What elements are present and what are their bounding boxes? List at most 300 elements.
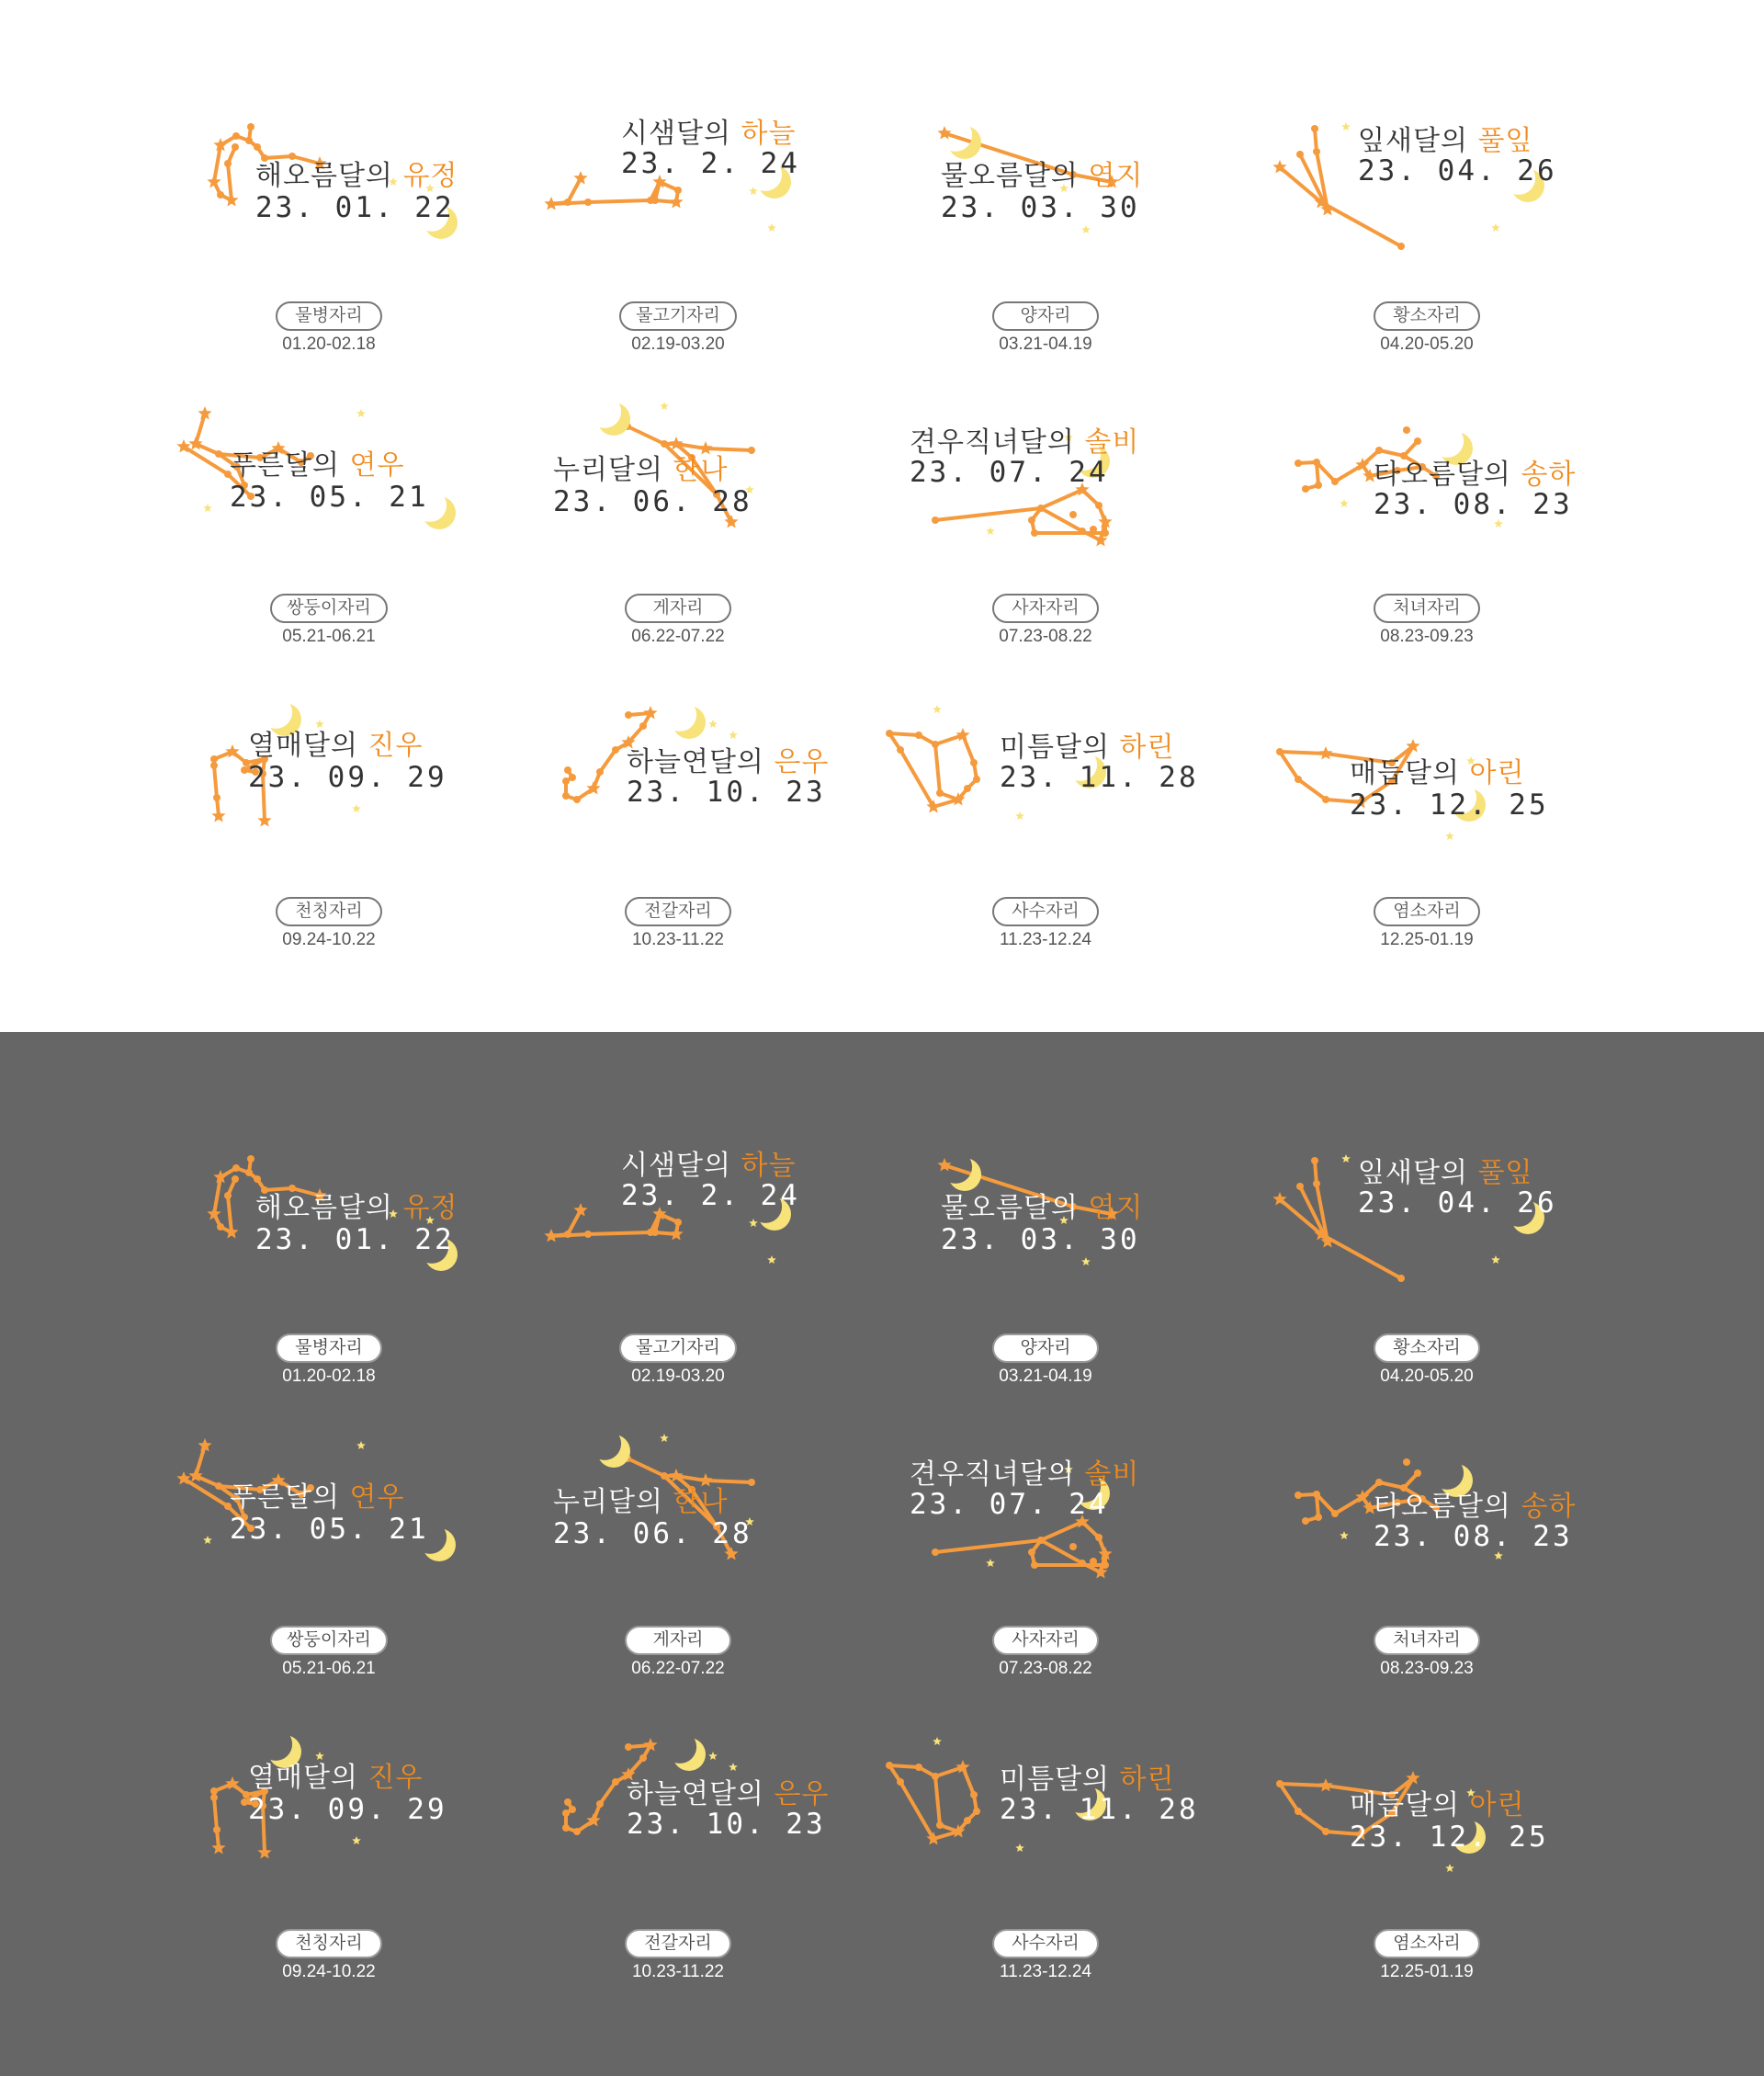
constellation-node: [1295, 776, 1302, 783]
constellation-node: [915, 732, 922, 739]
phrase-highlight: 유정: [402, 1192, 458, 1224]
constellation-line: [935, 1767, 963, 1776]
constellation-node: [915, 1764, 922, 1771]
zodiac-sign-label: 양자리: [992, 301, 1099, 331]
constellation-node: [1313, 1491, 1320, 1498]
small-star-icon: [749, 187, 758, 195]
constellation-line: [184, 447, 228, 474]
zodiac-sign-badge: [1261, 1626, 1592, 1655]
constellation-node: [254, 143, 261, 151]
constellation-node: [562, 777, 570, 785]
constellation-node: [964, 1817, 971, 1824]
zodiac-sign-badge: [1261, 897, 1592, 926]
constellation-node: [1079, 1560, 1086, 1567]
small-star-icon: [1445, 1864, 1454, 1872]
small-star-icon: [203, 1536, 212, 1544]
small-star-icon: [1340, 499, 1349, 507]
phrase-highlight: 은우: [774, 746, 830, 778]
phrase-prefix: 견우직녀달의: [910, 426, 1085, 459]
sticker-card-gemini: [164, 393, 494, 687]
small-star-icon: [352, 1836, 361, 1844]
sticker-card-aquarius: [164, 1133, 494, 1427]
phrase-prefix: 타오름달의: [1374, 459, 1521, 491]
constellation-star: [643, 706, 657, 720]
constellation-node: [1037, 505, 1045, 512]
phrase-highlight: 송하: [1521, 1491, 1577, 1523]
zodiac-date-range: 10.23-11.22: [631, 1962, 724, 1981]
phrase-highlight: 솔비: [1084, 1458, 1140, 1491]
zodiac-sign-badge: [164, 1626, 494, 1655]
phrase-prefix: 하늘연달의: [627, 746, 775, 778]
sticker-date: 23. 09. 29: [248, 1793, 447, 1826]
constellation-node: [584, 199, 592, 206]
constellation-node: [1313, 459, 1320, 466]
constellation-node: [564, 1798, 571, 1806]
constellation-node: [1028, 516, 1035, 524]
constellation-node: [217, 1223, 224, 1231]
zodiac-sign-badge: [164, 1333, 494, 1363]
constellation-node: [1090, 1558, 1097, 1565]
constellation-line: [1298, 779, 1326, 800]
phrase-highlight: 연우: [349, 449, 405, 482]
constellation-node: [584, 1231, 592, 1238]
constellation-node: [1079, 528, 1086, 535]
constellation-node: [674, 1219, 682, 1226]
phrase-highlight: 하린: [1119, 732, 1175, 764]
constellation-node: [1311, 125, 1318, 132]
small-star-icon: [203, 504, 212, 512]
constellation-star: [257, 1845, 271, 1859]
zodiac-sign-badge: [880, 1929, 1211, 1958]
sticker-phrase: [230, 442, 404, 482]
zodiac-date-range: 08.23-09.23: [1380, 627, 1474, 646]
phrase-highlight: 은우: [774, 1778, 830, 1810]
zodiac-date-range: 11.23-12.24: [999, 1962, 1091, 1981]
constellation-node: [1315, 482, 1322, 489]
sticker-card-aquarius: [164, 101, 494, 395]
zodiac-sign-badge: [880, 301, 1211, 331]
constellation-node: [1397, 1275, 1405, 1282]
constellation-node: [1069, 511, 1077, 518]
zodiac-sign-badge: [513, 897, 843, 926]
zodiac-sign-label: 사자자리: [992, 594, 1099, 623]
sticker-date: 23. 2. 24: [621, 1179, 800, 1212]
constellation-line: [588, 1232, 650, 1234]
constellation-line: [600, 1782, 616, 1804]
zodiac-sign-badge: [1261, 1929, 1592, 1958]
small-star-icon: [729, 731, 738, 739]
zodiac-sign-label: 처녀자리: [1374, 1626, 1480, 1655]
constellation-star: [669, 195, 683, 209]
small-star-icon: [660, 402, 669, 410]
constellation-node: [569, 774, 576, 781]
constellation-star: [1318, 1778, 1332, 1792]
small-star-icon: [986, 527, 995, 535]
sticker-date: 23. 01. 22: [255, 1223, 455, 1256]
zodiac-sign-label: 염소자리: [1374, 1929, 1480, 1958]
constellation-node: [213, 1826, 220, 1833]
constellation-node: [1331, 1510, 1339, 1517]
constellation-node: [748, 1479, 755, 1486]
zodiac-sign-label: 사자자리: [992, 1626, 1099, 1655]
constellation-line: [184, 1479, 228, 1506]
zodiac-sign-badge: [513, 1626, 843, 1655]
sticker-card-sagittarius: [880, 1729, 1211, 2023]
sticker-card-taurus: [1261, 101, 1592, 395]
constellation-node: [625, 1743, 632, 1751]
phrase-highlight: 아린: [1469, 1789, 1525, 1821]
small-star-icon: [1341, 1154, 1351, 1163]
phrase-prefix: 누리달의: [553, 1486, 673, 1518]
sticker-date: 23. 07. 24: [910, 1488, 1109, 1521]
constellation-node: [241, 1798, 248, 1806]
constellation-node: [1276, 1780, 1283, 1787]
zodiac-sign-label: 쌍둥이자리: [270, 1626, 388, 1655]
phrase-highlight: 한나: [673, 454, 729, 486]
constellation-line: [588, 200, 650, 202]
constellation-node: [564, 1231, 571, 1238]
phrase-prefix: 타오름달의: [1374, 1491, 1521, 1523]
sticker-card-leo: [880, 393, 1211, 687]
constellation-line: [214, 766, 217, 798]
zodiac-sign-label: 사수자리: [992, 897, 1099, 926]
constellation-node: [1031, 1561, 1038, 1569]
phrase-highlight: 한나: [673, 1486, 729, 1518]
constellation-node: [213, 794, 220, 801]
constellation-node: [932, 1548, 939, 1556]
sticker-card-scorpio: [513, 697, 843, 991]
small-star-icon: [729, 1763, 738, 1771]
constellation-node: [1397, 243, 1405, 250]
sticker-card-virgo: [1261, 1425, 1592, 1719]
constellation-star: [224, 1225, 238, 1239]
phrase-highlight: 하늘: [741, 118, 797, 150]
sticker-date: 23. 01. 22: [255, 191, 455, 224]
constellation-line: [1041, 490, 1082, 508]
constellation-node: [886, 1762, 893, 1769]
zodiac-date-range: 05.21-06.21: [282, 1659, 376, 1678]
sticker-date: 23. 04. 26: [1358, 154, 1557, 187]
constellation-node: [1028, 1548, 1035, 1556]
constellation-node: [897, 1778, 904, 1786]
zodiac-sign-badge: [1261, 1333, 1592, 1363]
constellation-star: [1318, 746, 1332, 760]
zodiac-sign-badge: [513, 1929, 843, 1958]
sticker-date: 23. 06. 28: [553, 1517, 752, 1550]
constellation-node: [1102, 529, 1109, 537]
constellation-line: [889, 1765, 919, 1767]
constellation-lines: [932, 482, 1113, 547]
constellation-node: [1302, 1517, 1309, 1525]
sticker-date: 23. 11. 28: [1000, 761, 1199, 794]
phrase-prefix: 하늘연달의: [627, 1778, 775, 1810]
zodiac-sign-label: 게자리: [625, 594, 731, 623]
zodiac-sign-label: 물고기자리: [619, 1333, 737, 1363]
constellation-line: [1280, 1784, 1298, 1811]
crescent-moon-icon: [673, 1738, 706, 1771]
constellation-node: [215, 450, 222, 458]
sticker-card-taurus: [1261, 1133, 1592, 1427]
constellation-node: [1403, 1458, 1410, 1466]
sticker-card-aries: [880, 1133, 1211, 1427]
constellation-node: [1031, 529, 1038, 537]
constellation-node: [210, 762, 218, 769]
small-star-icon: [933, 1737, 942, 1745]
constellation-node: [564, 199, 571, 206]
constellation-node: [1037, 1537, 1045, 1544]
zodiac-sign-label: 쌍둥이자리: [270, 594, 388, 623]
sticker-phrase: [553, 1479, 728, 1519]
constellation-line: [628, 426, 664, 444]
sticker-date: 23. 07. 24: [910, 456, 1109, 489]
constellation-star: [224, 193, 238, 207]
constellation-line: [935, 1776, 940, 1825]
constellation-node: [1296, 151, 1304, 158]
phrase-prefix: 누리달의: [553, 454, 673, 486]
small-star-icon: [1491, 1255, 1500, 1264]
zodiac-date-range: 05.21-06.21: [282, 627, 376, 646]
zodiac-sign-label: 사수자리: [992, 1929, 1099, 1958]
zodiac-sign-badge: [513, 1333, 843, 1363]
constellation-line: [935, 508, 1041, 520]
sticker-date: 23. 11. 28: [1000, 1793, 1199, 1826]
constellation-node: [247, 123, 254, 130]
small-star-icon: [356, 1441, 366, 1449]
constellation-node: [254, 1175, 261, 1183]
small-star-icon: [1081, 225, 1091, 233]
sticker-date: 23. 06. 28: [553, 485, 752, 518]
constellation-node: [215, 1482, 222, 1490]
small-star-icon: [1340, 1531, 1349, 1539]
zodiac-date-range: 03.21-04.19: [999, 335, 1092, 354]
constellation-line: [935, 735, 963, 744]
sticker-phrase: [1000, 1756, 1174, 1797]
zodiac-date-range: 11.23-12.24: [999, 930, 1091, 949]
sticker-date: 23. 04. 26: [1358, 1186, 1557, 1220]
phrase-highlight: 진우: [368, 730, 424, 762]
constellation-line: [1041, 1540, 1082, 1563]
zodiac-sign-badge: [513, 594, 843, 623]
sticker-phrase: [627, 739, 829, 779]
phrase-prefix: 물오름달의: [941, 160, 1089, 192]
sticker-date: 23. 08. 23: [1374, 488, 1573, 521]
constellation-line: [1280, 1784, 1326, 1786]
constellation-line: [1335, 465, 1363, 482]
zodiac-date-range: 07.23-08.22: [999, 627, 1092, 646]
constellation-line: [1041, 1522, 1082, 1540]
sticker-card-cancer: [513, 1425, 843, 1719]
constellation-node: [1331, 478, 1339, 485]
phrase-prefix: 매듭달의: [1350, 757, 1470, 789]
zodiac-date-range: 08.23-09.23: [1380, 1659, 1474, 1678]
constellation-node: [674, 187, 682, 194]
constellation-node: [573, 1828, 581, 1835]
light-theme-panel: [0, 0, 1764, 1032]
small-star-icon: [660, 1434, 669, 1442]
sticker-phrase: [1358, 118, 1532, 158]
constellation-star: [211, 809, 225, 822]
phrase-prefix: 시샘달의: [621, 1150, 741, 1182]
phrase-highlight: 솔비: [1084, 426, 1140, 459]
constellation-line: [1321, 202, 1401, 246]
constellation-node: [932, 1773, 939, 1780]
sticker-phrase: [941, 1185, 1143, 1225]
sticker-date: 23. 12. 25: [1350, 788, 1549, 822]
small-star-icon: [1015, 1843, 1024, 1852]
small-star-icon: [708, 720, 718, 728]
constellation-line: [1041, 508, 1082, 531]
sticker-phrase: [910, 1451, 1139, 1492]
constellation-node: [1295, 1808, 1302, 1815]
constellation-node: [1276, 748, 1283, 755]
constellation-node: [241, 766, 248, 774]
phrase-prefix: 미틈달의: [1000, 1764, 1120, 1796]
sticker-card-cancer: [513, 393, 843, 687]
constellation-line: [1335, 1497, 1363, 1514]
constellation-line: [935, 1540, 1041, 1552]
sticker-date: 23. 10. 23: [627, 776, 826, 809]
small-star-icon: [356, 409, 366, 417]
small-star-icon: [352, 804, 361, 812]
zodiac-date-range: 01.20-02.18: [282, 335, 376, 354]
constellation-node: [217, 191, 224, 199]
constellation-node: [232, 1164, 240, 1172]
zodiac-sign-label: 천칭자리: [276, 1929, 382, 1958]
constellation-node: [1403, 426, 1410, 434]
sticker-date: 23. 12. 25: [1350, 1821, 1549, 1854]
zodiac-sign-badge: [880, 897, 1211, 926]
sticker-date: 23. 2. 24: [621, 147, 800, 180]
small-star-icon: [767, 1255, 776, 1264]
phrase-highlight: 연지: [1088, 1192, 1144, 1224]
zodiac-date-range: 10.23-11.22: [631, 930, 724, 949]
sticker-date: 23. 08. 23: [1374, 1520, 1573, 1553]
zodiac-sign-badge: [880, 594, 1211, 623]
zodiac-sign-badge: [1261, 301, 1592, 331]
small-star-icon: [1015, 811, 1024, 820]
constellation-node: [1302, 485, 1309, 493]
sticker-phrase: [627, 1771, 829, 1811]
sticker-phrase: [1358, 1150, 1532, 1190]
phrase-prefix: 물오름달의: [941, 1192, 1089, 1224]
sticker-card-sagittarius: [880, 697, 1211, 991]
zodiac-sign-badge: [1261, 594, 1592, 623]
small-star-icon: [708, 1752, 718, 1760]
zodiac-sign-label: 물병자리: [276, 1333, 382, 1363]
sticker-phrase: [255, 1185, 458, 1225]
zodiac-sign-label: 게자리: [625, 1626, 731, 1655]
sticker-date: 23. 10. 23: [627, 1808, 826, 1841]
constellation-star: [211, 1841, 225, 1855]
small-star-icon: [749, 1219, 758, 1227]
constellation-node: [1311, 1157, 1318, 1164]
zodiac-sign-badge: [164, 897, 494, 926]
constellation-node: [639, 722, 647, 730]
constellation-node: [973, 1808, 980, 1815]
constellation-node: [612, 1778, 619, 1786]
constellation-node: [936, 1821, 944, 1829]
sticker-phrase: [255, 153, 458, 193]
sticker-card-pisces: [513, 1133, 843, 1427]
zodiac-sign-badge: [164, 301, 494, 331]
phrase-prefix: 매듭달의: [1350, 1789, 1470, 1821]
phrase-prefix: 잎새달의: [1358, 125, 1478, 157]
phrase-highlight: 풀잎: [1477, 1157, 1533, 1189]
sticker-card-libra: [164, 697, 494, 991]
constellation-node: [612, 746, 619, 754]
phrase-highlight: 연우: [349, 1481, 405, 1514]
constellation-star: [544, 197, 558, 210]
phrase-highlight: 유정: [402, 160, 458, 192]
zodiac-date-range: 01.20-02.18: [282, 1367, 376, 1386]
sticker-date: 23. 05. 21: [230, 481, 429, 514]
constellation-line: [1298, 1811, 1326, 1832]
constellation-node: [970, 1791, 978, 1798]
phrase-highlight: 연지: [1088, 160, 1144, 192]
sticker-card-scorpio: [513, 1729, 843, 2023]
zodiac-date-range: 06.22-07.22: [631, 1659, 725, 1678]
zodiac-date-range: 04.20-05.20: [1380, 335, 1474, 354]
sticker-phrase: [1000, 724, 1174, 765]
constellation-node: [245, 1169, 253, 1176]
sticker-card-virgo: [1261, 393, 1592, 687]
zodiac-sign-label: 처녀자리: [1374, 594, 1480, 623]
phrase-prefix: 견우직녀달의: [910, 1458, 1085, 1491]
constellation-node: [1322, 1828, 1329, 1835]
constellation-node: [562, 792, 570, 800]
constellation-line: [1280, 752, 1298, 779]
constellation-node: [1313, 148, 1320, 155]
constellation-line: [196, 1446, 205, 1476]
zodiac-date-range: 07.23-08.22: [999, 1659, 1092, 1678]
constellation-lines: [886, 1760, 980, 1845]
zodiac-sign-badge: [880, 1333, 1211, 1363]
zodiac-date-range: 09.24-10.22: [282, 1962, 376, 1981]
sticker-card-leo: [880, 1425, 1211, 1719]
sticker-phrase: [910, 419, 1139, 459]
dark-theme-panel: [0, 1032, 1764, 2076]
constellation-node: [886, 730, 893, 737]
zodiac-sign-badge: [164, 1929, 494, 1958]
constellation-line: [214, 1798, 217, 1830]
constellation-star: [643, 1738, 657, 1752]
zodiac-date-range: 02.19-03.20: [631, 335, 725, 354]
constellation-node: [1296, 1183, 1304, 1190]
zodiac-date-range: 03.21-04.19: [999, 1367, 1092, 1386]
constellation-line: [214, 1177, 220, 1214]
constellation-node: [573, 796, 581, 803]
phrase-prefix: 푸른달의: [230, 1481, 350, 1514]
zodiac-sign-label: 황소자리: [1374, 301, 1480, 331]
constellation-node: [564, 766, 571, 774]
constellation-node: [1069, 1543, 1077, 1550]
sticker-card-gemini: [164, 1425, 494, 1719]
constellation-line: [196, 414, 205, 444]
constellation-line: [889, 733, 919, 735]
constellation-node: [1095, 1534, 1102, 1541]
constellation-star: [544, 1229, 558, 1242]
sticker-phrase: [941, 153, 1143, 193]
zodiac-sign-badge: [513, 301, 843, 331]
phrase-highlight: 하린: [1119, 1764, 1175, 1796]
constellation-node: [897, 746, 904, 754]
phrase-prefix: 시샘달의: [621, 118, 741, 150]
sticker-card-pisces: [513, 101, 843, 395]
sticker-phrase: [621, 110, 796, 151]
constellation-node: [932, 516, 939, 524]
constellation-node: [1414, 437, 1421, 445]
constellation-node: [625, 711, 632, 719]
